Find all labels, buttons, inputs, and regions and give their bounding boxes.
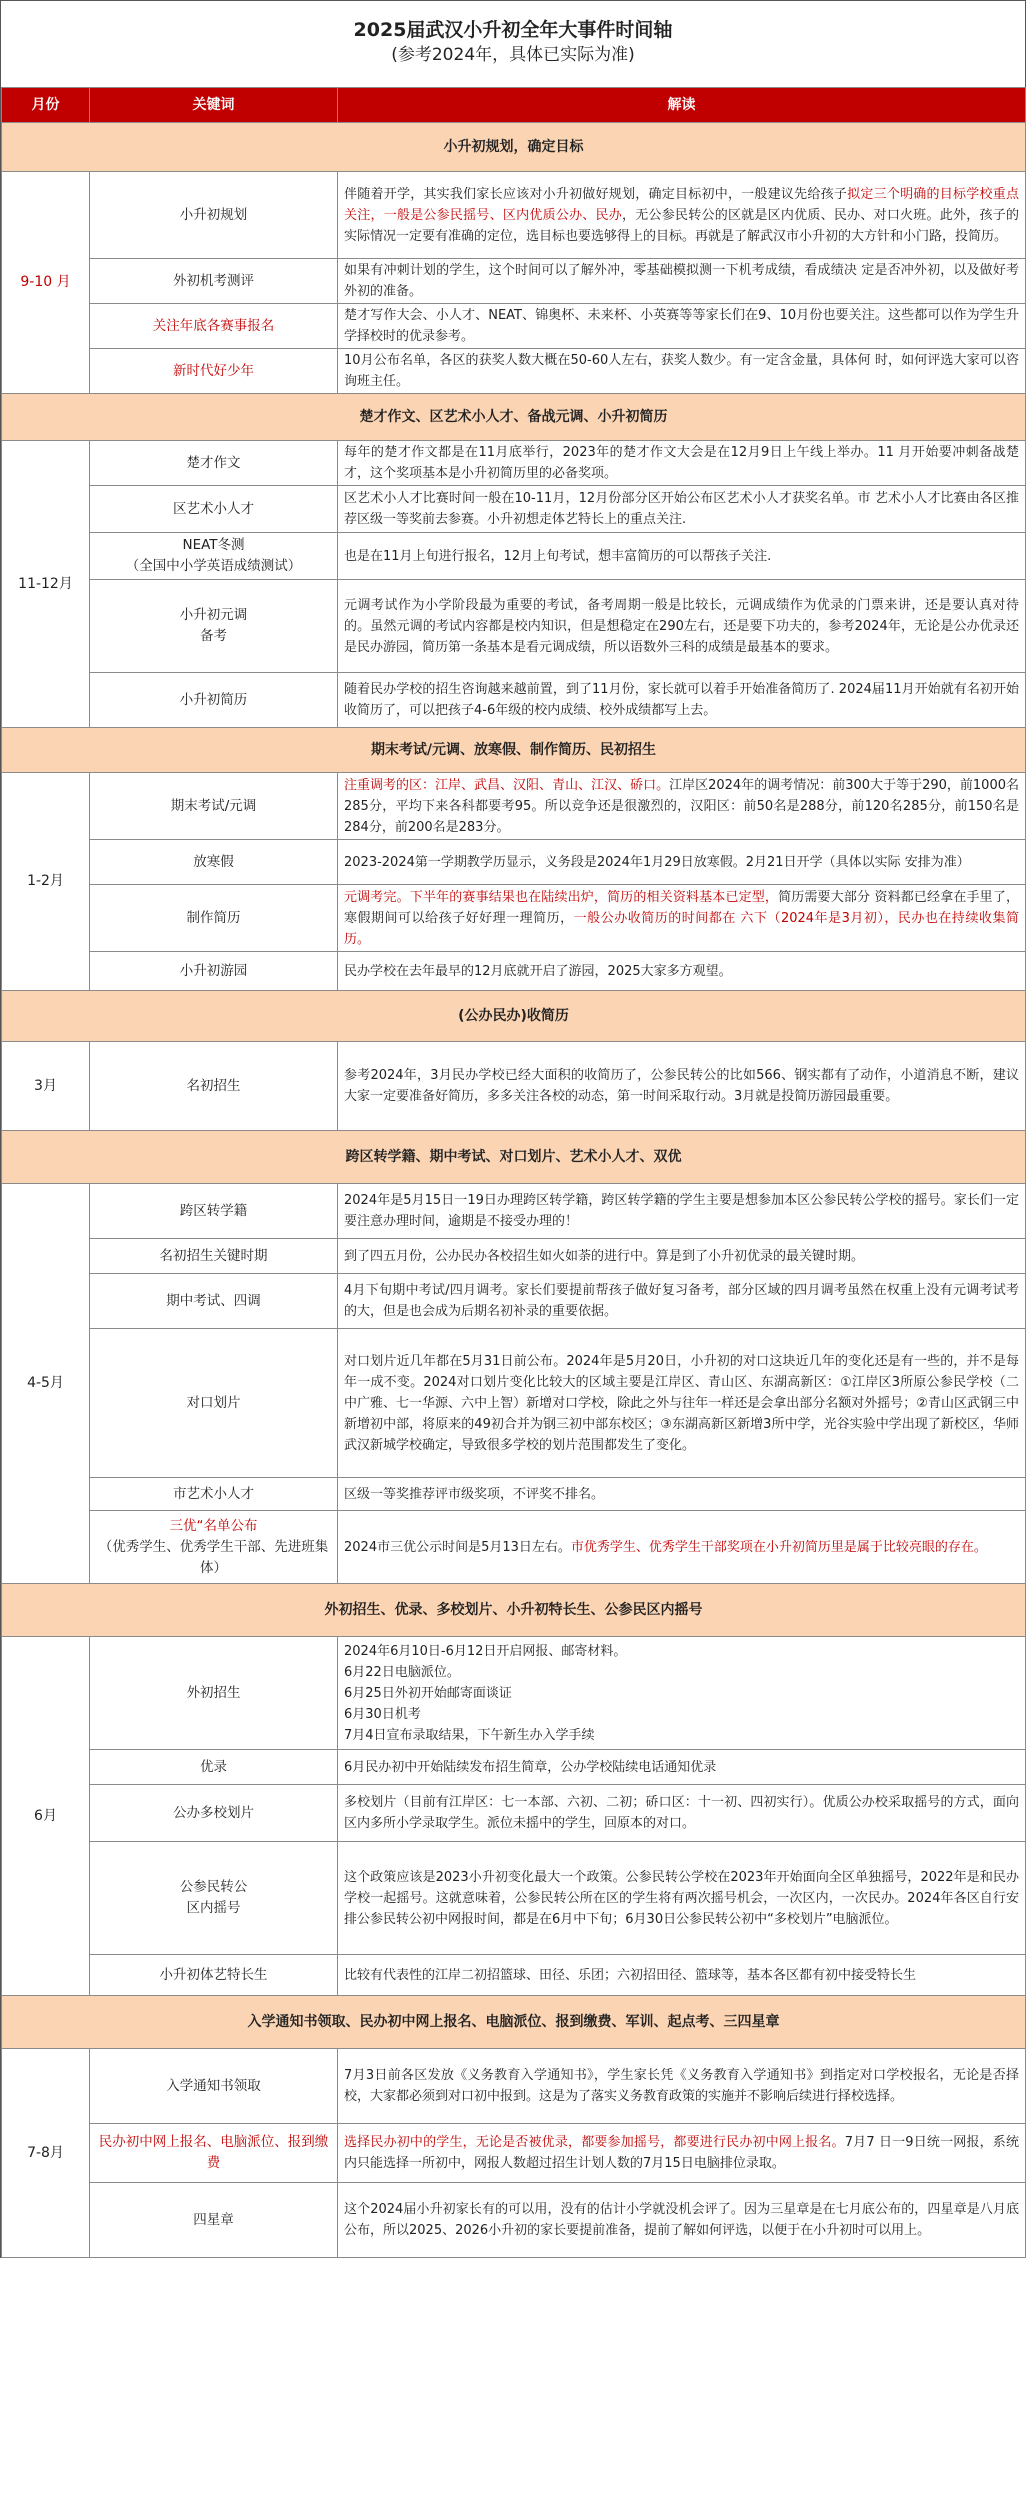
keyword-cell: 楚才作文 [90, 441, 338, 486]
keyword-cell: 小升初规划 [90, 172, 338, 259]
keyword-line: 三优“名单公布 [169, 1517, 258, 1534]
month-cell: 9-10 月 [2, 172, 90, 394]
keyword-cell [90, 580, 338, 673]
table-row [2, 1750, 1026, 1785]
table-row [2, 1042, 1026, 1131]
desc-cell: 区级一等奖推荐评市级奖项，不评奖不排名。 [338, 1478, 1026, 1511]
table-row [2, 1274, 1026, 1329]
table-row [2, 840, 1026, 885]
table-row [2, 441, 1026, 486]
month-cell: 11-12月 [2, 441, 90, 728]
keyword-cell: 名初招生 [90, 1042, 338, 1131]
keyword-cell: 关注年底各赛事报名 [90, 304, 338, 349]
table-row [2, 304, 1026, 349]
keyword-cell: 小升初体艺特长生 [90, 1955, 338, 1996]
desc-cell: 这个政策应该是2023小升初变化最大一个政策。公参民转公学校在2023年开始面向全区单独摇号，2022年是和民办学校一起摇号。这就意味着，公参民转公所在区的学生将有两次摇号机会，一次区内，一次民办。2024年各区自行安排公参民转公初中网报时间，都是在6月中下旬；6月30日公参民转公初中“多校划片”电脑派位。 [338, 1842, 1026, 1955]
keyword-cell [90, 1511, 338, 1584]
desc-cell: 6月民办初中开始陆续发布招生简章，公办学校陆续电话通知优录 [338, 1750, 1026, 1785]
table-row [2, 349, 1026, 394]
keyword-cell: 制作简历 [90, 885, 338, 952]
desc-cell [338, 773, 1026, 840]
table-row [2, 1511, 1026, 1584]
keyword-cell: 区艺术小人才 [90, 486, 338, 533]
desc-text: 江岸区2024年的调考情况：前300大于等于290，前1000名285分，平均下来各科都要考95。所以竞争还是很激烈的，汉阳区：前50名是288分，前120名285分，前150名是284分，前200名是283分。 [344, 777, 1019, 835]
keyword-cell: 优录 [90, 1750, 338, 1785]
table-row [2, 580, 1026, 673]
keyword-cell: 小升初游园 [90, 952, 338, 991]
keyword-cell: 放寒假 [90, 840, 338, 885]
desc-cell: 民办学校在去年最早的12月底就开启了游园，2025大家多方观望。 [338, 952, 1026, 991]
month-cell: 4-5月 [2, 1184, 90, 1584]
desc-cell: 区艺术小人才比赛时间一般在10-11月，12月份部分区开始公布区艺术小人才获奖名单。市 艺术小人才比赛由各区推荐区级一等奖前去参赛。小升初想走体艺特长上的重点关注. [338, 486, 1026, 533]
keyword-cell: 民办初中网上报名、电脑派位、报到缴费 [90, 2124, 338, 2183]
keyword-cell: 新时代好少年 [90, 349, 338, 394]
section-header: 入学通知书领取、民办初中网上报名、电脑派位、报到缴费、军训、起点考、三四星章 [2, 1996, 1026, 2049]
desc-cell: 10月公布名单，各区的获奖人数大概在50-60人左右，获奖人数少。有一定含金量，具体何 时，如何评选大家可以咨询班主任。 [338, 349, 1026, 394]
keyword-cell: 对口划片 [90, 1329, 338, 1478]
keyword-line: 公参民转公 [179, 1879, 248, 1895]
desc-cell: 也是在11月上旬进行报名，12月上旬考试，想丰富简历的可以帮孩子关注. [338, 533, 1026, 580]
table-row [2, 533, 1026, 580]
table-row [2, 673, 1026, 728]
table-row [2, 1785, 1026, 1842]
header-month: 月份 [2, 88, 90, 123]
desc-text: ，无公参民转公的区就是区内优质、民办、对口火班。此外，孩子的实际情况一定要有准确的定位，选目标也要选够得上的目标。再就是了解武汉市小升初的大方针和小门路，投简历。 [344, 207, 1019, 244]
keyword-line: （全国中小学英语成绩测试） [125, 558, 302, 574]
desc-cell: 2024年是5月15日一19日办理跨区转学籍，跨区转学籍的学生主要是想参加本区公参民转公学校的摇号。家长们一定要注意办理时间，逾期是不接受办理的！ [338, 1184, 1026, 1239]
desc-cell: 2024年6月10日-6月12日开启网报、邮寄材料。 6月22日电脑派位。 6月25日外初开始邮寄面谈证 6月30日机考 7月4日宣布录取结果，下午新生办入学手续 [338, 1637, 1026, 1750]
section-header: 小升初规划，确定目标 [2, 123, 1026, 172]
keyword-line: 备考 [200, 628, 227, 644]
month-cell: 1-2月 [2, 773, 90, 991]
desc-cell: 参考2024年，3月民办学校已经大面积的收简历了，公参民转公的比如566、钢实都有了动作，小道消息不断，建议大家一定要准备好简历，多多关注各校的动态，第一时间采取行动。3月就是投简历游园最重要。 [338, 1042, 1026, 1131]
desc-cell: 这个2024届小升初家长有的可以用，没有的估计小学就没机会评了。因为三星章是在七月底公布的，四星章是八月底公布，所以2025、2026小升初的家长要提前准备，提前了解如何评选，以便于在小升初时可以用上。 [338, 2183, 1026, 2258]
section-header: 期末考试/元调、放寒假、制作简历、民初招生 [2, 728, 1026, 773]
desc-cell [338, 2124, 1026, 2183]
desc-highlight: 拟定三个明确的目标学校重点关注，一般是公参民摇号、区内优质公办、民办 [344, 186, 1019, 223]
table-row [2, 952, 1026, 991]
desc-cell [338, 885, 1026, 952]
table-row [2, 1842, 1026, 1955]
section-header: (公办民办)收简历 [2, 991, 1026, 1042]
table-row [2, 773, 1026, 840]
table-row [2, 2049, 1026, 2124]
table-header-row [2, 88, 1026, 123]
keyword-cell: 外初机考测评 [90, 259, 338, 304]
keyword-cell: 入学通知书领取 [90, 2049, 338, 2124]
desc-cell: 2023-2024第一学期教学历显示，义务段是2024年1月29日放寒假。2月21日开学（具体以实际 安排为准） [338, 840, 1026, 885]
desc-cell: 元调考试作为小学阶段最为重要的考试，备考周期一般是比较长，元调成绩作为优录的门票来讲，还是要认真对待的。虽然元调的考试内容都是校内知识，但是想稳定在290左右，还是要下功夫的，参考2024年，无论是公办优录还是民办游园，简历第一条基本是看元调成绩，所以语数外三科的成绩是最基本的要求。 [338, 580, 1026, 673]
keyword-cell: 期中考试、四调 [90, 1274, 338, 1329]
keyword-line: NEAT冬测 [182, 537, 245, 553]
desc-cell: 楚才写作大会、小人才、NEAT、锦奥杯、未来杯、小英赛等等家长们在9、10月份也要关注。这些都可以作为学生升学择校时的优录参考。 [338, 304, 1026, 349]
desc-cell: 4月下旬期中考试/四月调考。家长们要提前帮孩子做好复习备考，部分区域的四月调考虽然在权重上没有元调考试考的大，但是也会成为后期名初补录的重要依据。 [338, 1274, 1026, 1329]
keyword-cell: 公办多校划片 [90, 1785, 338, 1842]
month-cell: 6月 [2, 1637, 90, 1996]
section-header: 跨区转学籍、期中考试、对口划片、艺术小人才、双优 [2, 1131, 1026, 1184]
keyword-line: （优秀学生、优秀学生干部、先进班集体） [98, 1538, 329, 1576]
header-desc: 解读 [338, 88, 1026, 123]
table-row [2, 2183, 1026, 2258]
desc-highlight: 元调考完。下半年的赛事结果也在陆续出炉，简历的相关资料基本已定型， [344, 889, 779, 905]
section-header: 外初招生、优录、多校划片、小升初特长生、公参民区内摇号 [2, 1584, 1026, 1637]
desc-highlight: 选择民办初中的学生，无论是否被优录，都要参加摇号，都要进行民办初中网上报名。 [344, 2135, 845, 2150]
keyword-cell: 四星章 [90, 2183, 338, 2258]
keyword-cell: 名初招生关键时期 [90, 1239, 338, 1274]
keyword-cell: 期末考试/元调 [90, 773, 338, 840]
table-row [2, 1637, 1026, 1750]
table-row [2, 1184, 1026, 1239]
table-row [2, 1478, 1026, 1511]
desc-text: 2024市三优公示时间是5月13日左右。 [344, 1539, 571, 1555]
desc-cell: 如果有冲刺计划的学生，这个时间可以了解外冲，零基础模拟测一下机考成绩，看成绩决 定是否冲外初，以及做好考外初的准备。 [338, 259, 1026, 304]
keyword-cell: 外初招生 [90, 1637, 338, 1750]
desc-cell: 对口划片近几年都在5月31日前公布。2024年是5月20日，小升初的对口这块近几年的变化还是有一些的，并不是每年一成不变。2024对口划片变化比较大的区域主要是江岸区、青山区、东湖高新区：①江岸区3所原公参民学校（二中广雅、七一华源、六中上智）新增对口学校，除此之外与往年一样还是会拿出部分名额对外摇号；②青山区武钢三中新增初中部，将原来的49初合并为钢三初中部东校区；③东湖高新区新增3所中学，光谷实验中学出现了新校区，华师武汉新城学校确定，导致很多学校的划片范围都发生了变化。 [338, 1329, 1026, 1478]
desc-text: 简历需要大部分 资料都已经拿在手里了，寒假期间可以给孩子好好理一理简历， [344, 889, 1019, 926]
page-title: 2025届武汉小升初全年大事件时间轴 [353, 19, 673, 41]
page-subtitle: (参考2024年，具体已实际为准) [391, 45, 635, 65]
table-row [2, 2124, 1026, 2183]
header-keyword: 关键词 [90, 88, 338, 123]
section-header: 楚才作文、区艺术小人才、备战元调、小升初简历 [2, 394, 1026, 441]
table-row [2, 486, 1026, 533]
table-row [2, 1329, 1026, 1478]
month-cell: 3月 [2, 1042, 90, 1131]
month-cell: 7-8月 [2, 2049, 90, 2258]
table-row [2, 1239, 1026, 1274]
desc-cell: 多校划片（目前有江岸区：七一本部、六初、二初；硚口区：十一初、四初实行）。优质公办校采取摇号的方式，面向区内多所小学录取学生。派位未摇中的学生，回原本的对口。 [338, 1785, 1026, 1842]
keyword-cell [90, 1842, 338, 1955]
desc-cell [338, 1511, 1026, 1584]
table-row [2, 1955, 1026, 1996]
desc-text: 伴随着开学，其实我们家长应该对小升初做好规划，确定目标初中，一般建议先给孩子 [344, 186, 848, 202]
desc-highlight: 一般公办收简历的时间都在 六下（2024年是3月初），民办也在持续收集简历。 [344, 910, 1019, 947]
keyword-cell: 市艺术小人才 [90, 1478, 338, 1511]
timeline-table [1, 87, 1026, 2258]
desc-cell: 到了四五月份，公办民办各校招生如火如荼的进行中。算是到了小升初优录的最关键时期。 [338, 1239, 1026, 1274]
table-row [2, 259, 1026, 304]
table-row [2, 885, 1026, 952]
desc-cell: 7月3日前各区发放《义务教育入学通知书》，学生家长凭《义务教育入学通知书》到指定对口学校报名，无论是否择校，大家都必须到对口初中报到。这是为了落实义务教育政策的实施并不影响后续进行择校选择。 [338, 2049, 1026, 2124]
desc-text: 7月7 日一9日统一网报，系统内只能选择一所初中，网报人数超过招生计划人数的7月15日电脑排位录取。 [344, 2135, 1019, 2171]
keyword-cell: 小升初简历 [90, 673, 338, 728]
keyword-cell: 跨区转学籍 [90, 1184, 338, 1239]
desc-cell: 随着民办学校的招生咨询越来越前置，到了11月份，家长就可以着手开始准备简历了. 2024届11月开始就有名初开始收简历了，可以把孩子4-6年级的校内成绩、校外成绩都写上去。 [338, 673, 1026, 728]
keyword-cell [90, 533, 338, 580]
desc-cell: 比较有代表性的江岸二初招篮球、田径、乐团；六初招田径、篮球等，基本各区都有初中接受特长生 [338, 1955, 1026, 1996]
desc-cell [338, 172, 1026, 259]
desc-highlight: 市优秀学生、优秀学生干部奖项在小升初简历里是属于比较亮眼的存在。 [570, 1539, 987, 1555]
keyword-line: 区内摇号 [186, 1900, 241, 1916]
table-row [2, 172, 1026, 259]
desc-highlight: 注重调考的区：江岸、武昌、汉阳、青山、江汉、硚口。 [344, 777, 670, 793]
desc-cell: 每年的楚才作文都是在11月底举行，2023年的楚才作文大会是在12月9日上午线上举办。11 月开始要冲刺备战楚才，这个奖项基本是小升初简历里的必备奖项。 [338, 441, 1026, 486]
keyword-line: 小升初元调 [179, 607, 248, 623]
